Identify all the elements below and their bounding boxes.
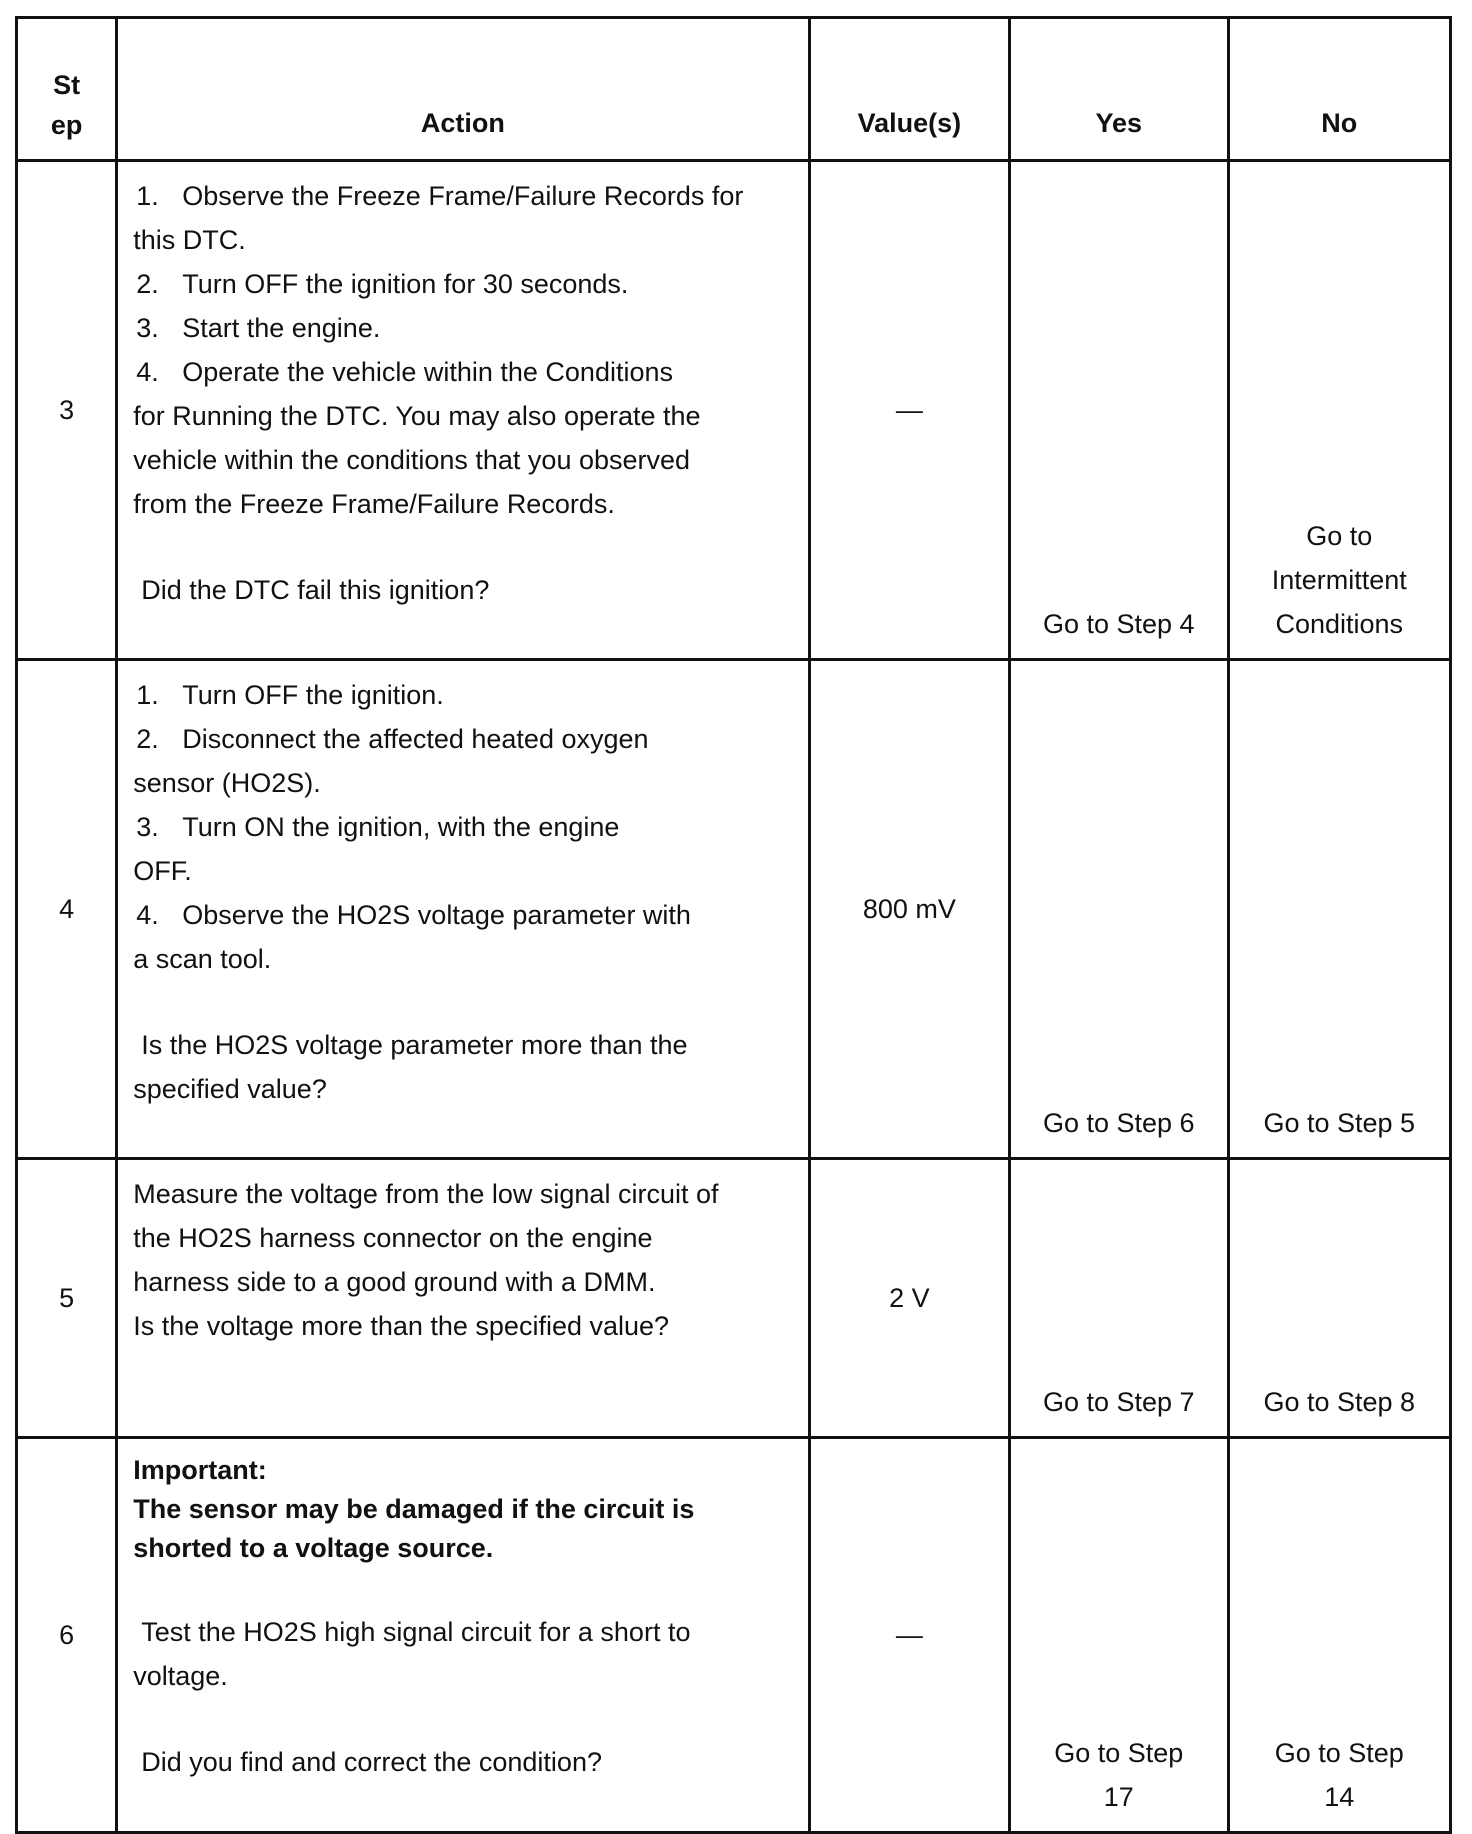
header-yes: Yes [1010,18,1228,161]
table-row [17,1159,1451,1438]
important-label: Important: [133,1455,267,1485]
table-row [17,161,1451,660]
action-cell: Measure the voltage from the low signal circuit of the HO2S harness connector on the engine harness side to a good ground with a DMM. Is the voltage more than the specified value? [117,1159,809,1438]
no-cell: Go to Intermittent Conditions [1228,161,1451,660]
action-cell: 1. Observe the Freeze Frame/Failure Records for this DTC. 2. Turn OFF the ignition for 30 seconds. 3. Start the engine. 4. Operate the vehicle within the Conditions for Running the DTC. You may also operate the vehicle within the conditions that you observed from the Freeze Frame/Failure Records. Did the DTC fail this ignition? [117,161,809,660]
step-number: 6 [17,1438,117,1833]
important-note: The sensor may be damaged if the circuit is [133,1494,695,1524]
value-cell: — [809,161,1009,660]
no-cell: Go to Step 8 [1228,1159,1451,1438]
header-values: Value(s) [809,18,1009,161]
step-number: 5 [17,1159,117,1438]
question: Did the DTC fail this ignition? [141,575,490,605]
value-cell: — [809,1438,1009,1833]
yes-cell: Go to Step 6 [1010,660,1228,1159]
header-step: St ep [17,18,117,161]
value-cell: 800 mV [809,660,1009,1159]
header-action: Action [117,18,809,161]
header-row [17,18,1451,161]
question: Did you find and correct the condition? [141,1747,602,1777]
step-number: 4 [17,660,117,1159]
table-row [17,660,1451,1159]
action-cell: 1. Turn OFF the ignition. 2. Disconnect the affected heated oxygen sensor (HO2S). 3. Turn ON the ignition, with the engine OFF. 4. Observe the HO2S voltage parameter with a scan tool. Is the HO2S voltage parameter more than the specified value? [117,660,809,1159]
table-row [17,1438,1451,1833]
no-cell: Go to Step 5 [1228,660,1451,1159]
no-cell: Go to Step 14 [1228,1438,1451,1833]
yes-cell: Go to Step 7 [1010,1159,1228,1438]
action-cell: Important: The sensor may be damaged if the circuit is shorted to a voltage source. Test the HO2S high signal circuit for a short to voltage. Did you find and correct the condition? [117,1438,809,1833]
value-cell: 2 V [809,1159,1009,1438]
header-no: No [1228,18,1451,161]
yes-cell: Go to Step 17 [1010,1438,1228,1833]
diagnostic-table [15,16,1452,1834]
step-number: 3 [17,161,117,660]
test-instruction: Test the HO2S high signal circuit for a short to [141,1617,691,1647]
question: Is the HO2S voltage parameter more than the [141,1030,688,1060]
yes-cell: Go to Step 4 [1010,161,1228,660]
